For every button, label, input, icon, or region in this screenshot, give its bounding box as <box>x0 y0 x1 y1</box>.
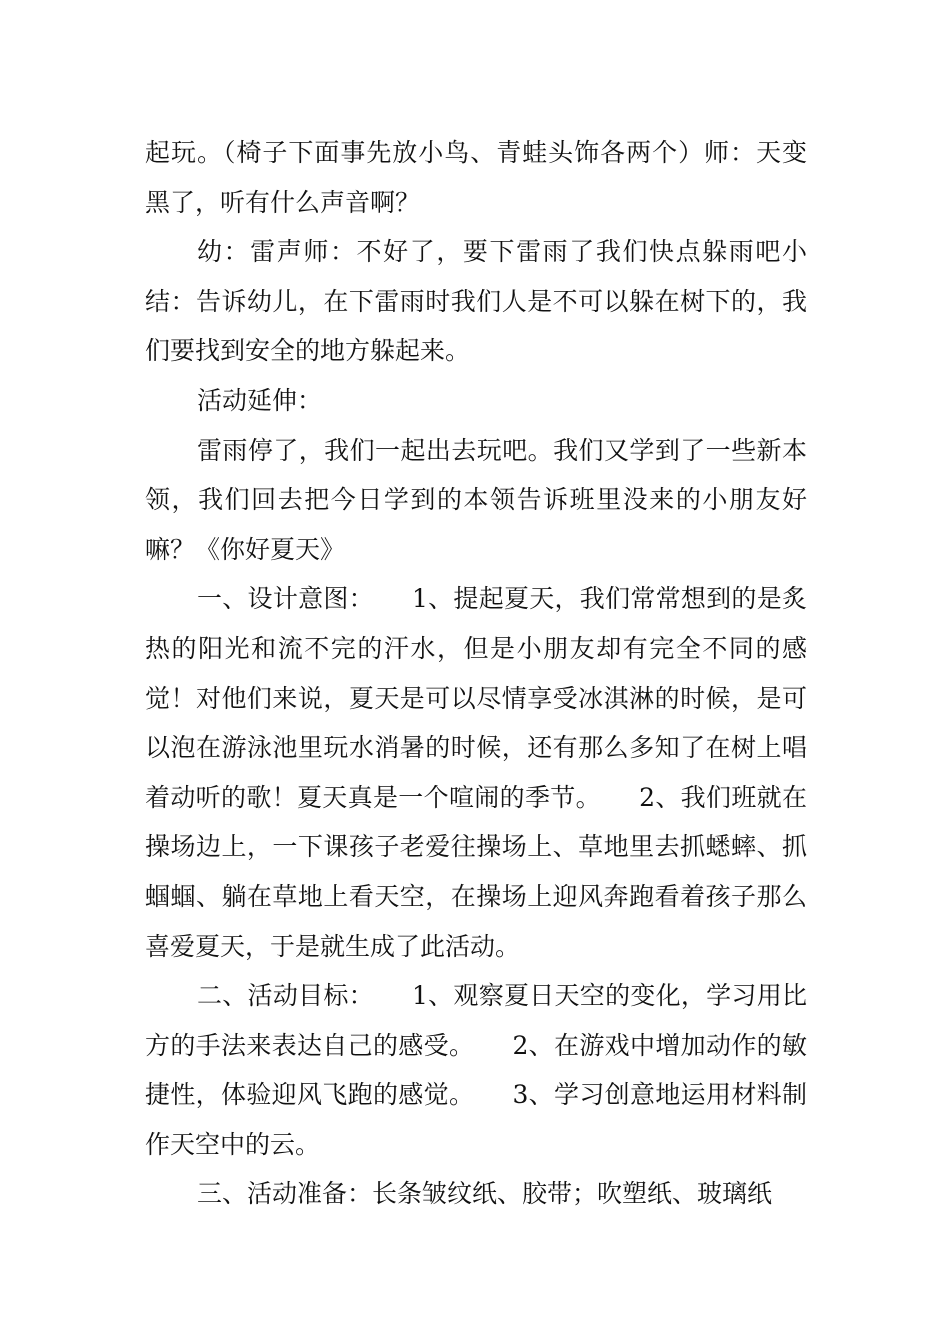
paragraph-6: 二、活动目标： 1、观察夏日天空的变化，学习用比方的手法来表达自己的感受。 2、在游戏中增加动作的敏捷性，体验迎风飞跑的感觉。 3、学习创意地运用材料制作天空中的云。 <box>145 981 807 1159</box>
paragraph-4: 雷雨停了，我们一起出去玩吧。我们又学到了一些新本领，我们回去把今日学到的本领告诉班里没来的小朋友好嘛？《你好夏天》 <box>145 435 807 564</box>
document-body <box>145 128 807 1219</box>
paragraph-7: 三、活动准备：长条皱纹纸、胶带；吹塑纸、玻璃纸 <box>197 1179 773 1209</box>
paragraph-5: 一、设计意图： 1、提起夏天，我们常常想到的是炙热的阳光和流不完的汗水，但是小朋友却有完全不同的感觉！对他们来说，夏天是可以尽情享受冰淇淋的时候，是可以泡在游泳池里玩水消暑的时候，还有那么多知了在树上唱着动听的歌！夏天真是一个喧闹的季节。 2、我们班就在操场边上，一下课孩子老爱往操场上、草地里去抓蟋蟀、抓蝈蝈、躺在草地上看天空，在操场上迎风奔跑看着孩子那么喜爱夏天，于是就生成了此活动。 <box>145 584 807 961</box>
paragraph-3: 活动延伸： <box>197 385 323 415</box>
paragraph-2: 幼：雷声师：不好了，要下雷雨了我们快点躲雨吧小结：告诉幼儿，在下雷雨时我们人是不可以躲在树下的，我们要找到安全的地方躲起来。 <box>145 237 807 366</box>
paragraph-1: 起玩。（椅子下面事先放小鸟、青蛙头饰各两个）师：天变黑了，听有什么声音啊？ <box>145 138 807 217</box>
